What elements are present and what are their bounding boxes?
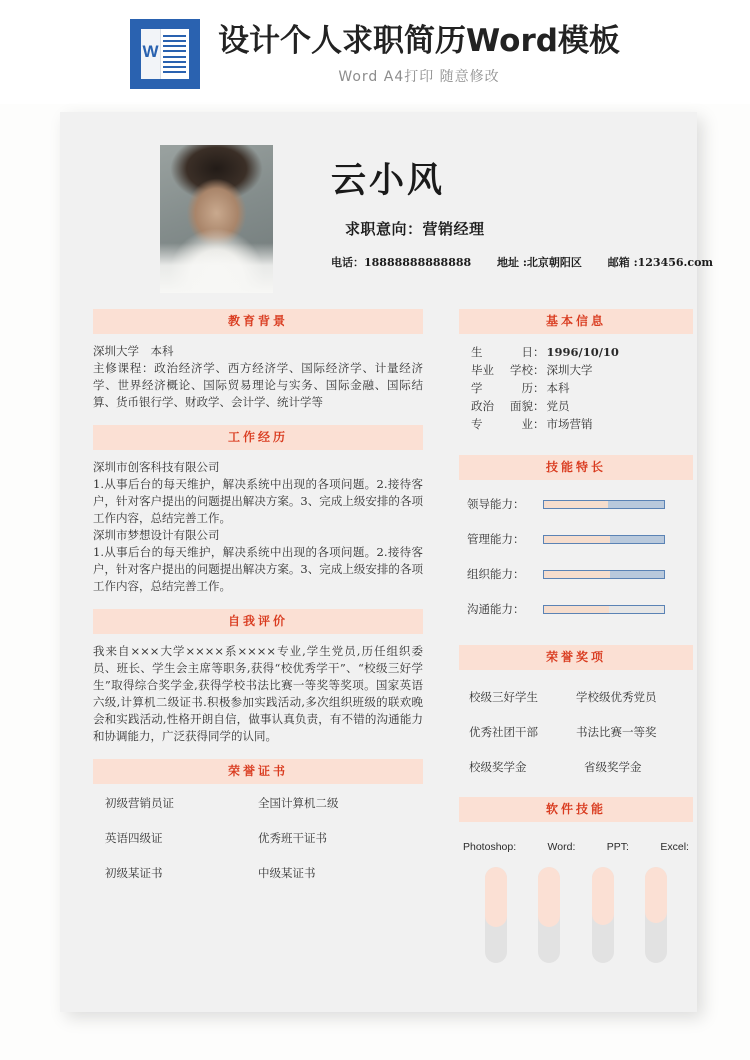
honor-name: 校级三好学生 — [469, 690, 538, 704]
certificate-name: 初级营销员证 — [105, 796, 174, 810]
info-value: 1996/10/10 — [546, 345, 619, 359]
skill-label: 沟通能力： — [467, 602, 525, 616]
software-bars — [459, 853, 693, 963]
work-company: 深圳市创客科技有限公司 — [93, 460, 220, 474]
self-evaluation-body — [93, 643, 423, 745]
section-title-work: 工作经历 — [93, 425, 423, 450]
identity-details — [273, 145, 713, 293]
word-logo-letter: W — [142, 42, 159, 61]
section-education — [93, 309, 423, 411]
section-title-certificates: 荣誉证书 — [93, 759, 423, 784]
software-progress-fill — [485, 867, 507, 927]
certificate-name: 初级某证书 — [105, 866, 163, 880]
list-item — [93, 795, 423, 811]
contact-line — [331, 254, 713, 270]
info-colon: ： — [533, 363, 545, 377]
certificate-name: 全国计算机二级 — [258, 796, 339, 810]
list-item — [459, 724, 693, 740]
software-progress-fill — [538, 867, 560, 927]
software-progress-bar — [592, 867, 614, 963]
info-value: 市场营销 — [546, 417, 593, 431]
software-progress-bar — [645, 867, 667, 963]
banner-text — [218, 19, 620, 86]
info-row — [459, 379, 693, 397]
page-banner — [0, 0, 750, 104]
certificate-name: 中级某证书 — [258, 866, 316, 880]
info-label-b: 学校 — [510, 363, 533, 377]
education-school: 深圳大学 本科 — [93, 344, 174, 358]
honors-list — [459, 687, 693, 775]
info-colon: ： — [533, 417, 545, 431]
info-colon: ： — [533, 381, 545, 395]
certificate-name: 英语四级证 — [105, 831, 163, 845]
honor-name: 优秀社团干部 — [469, 725, 538, 739]
info-label-a: 毕业 — [471, 363, 494, 377]
resume-card — [60, 112, 714, 1012]
software-progress-bar — [538, 867, 560, 963]
contact-address: 地址 :北京朝阳区 — [497, 256, 582, 269]
self-evaluation-text: 我来自×××大学××××系××××专业,学生党员,历任组织委员、班长、学生会主席等职务,获得“校优秀学干”、“校级三好学生”取得综合奖学金,获得学校书法比赛一等奖等奖项。国家英语六级,计算机二级证书.积极参加实践活动,多次组织班级的联欢晚会和实践活动,性格开朗自信，做事认真负责，有不错的沟通能力和协调能力，广泛获得同学的认同。 — [93, 644, 423, 743]
candidate-name: 云小风 — [331, 161, 446, 201]
work-body — [93, 459, 423, 595]
skill-row — [459, 496, 693, 512]
info-colon: ： — [533, 399, 545, 413]
list-item — [459, 689, 693, 705]
avatar — [160, 145, 273, 293]
work-detail: 1.从事后台的每天维护，解决系统中出现的各项问题。2.接待客户，针对客户提出的问题提出解决方案。3、完成上级安排的各项工作内容，总结完善工作。 — [93, 477, 423, 525]
contact-phone: 电话：18888888888888 — [331, 256, 472, 269]
section-title-software: 软件技能 — [459, 797, 693, 822]
skill-progress-rest — [610, 536, 664, 543]
section-title-skills: 技能特长 — [459, 455, 693, 480]
section-work — [93, 425, 423, 595]
info-label-a: 学 — [471, 381, 483, 395]
info-value: 深圳大学 — [546, 363, 593, 377]
skill-row — [459, 531, 693, 547]
section-certificates — [93, 759, 423, 881]
skill-row — [459, 566, 693, 582]
software-label: Excel: — [660, 841, 689, 853]
skill-progress-bar — [543, 570, 665, 579]
identity-block — [60, 112, 714, 293]
section-basic-info — [459, 309, 693, 433]
info-row — [459, 397, 693, 415]
certificates-list — [93, 793, 423, 881]
skill-progress-rest — [610, 571, 664, 578]
skill-row — [459, 601, 693, 617]
skill-progress-bar — [543, 500, 665, 509]
skill-label: 管理能力： — [467, 532, 525, 546]
contact-email: 邮箱 :123456.com — [607, 256, 714, 269]
skill-progress-fill — [544, 536, 610, 543]
software-progress-fill — [645, 867, 667, 923]
info-label-b: 业 — [521, 417, 533, 431]
list-item — [93, 830, 423, 846]
section-skills — [459, 455, 693, 617]
info-label — [471, 415, 533, 433]
section-title-honors: 荣誉奖项 — [459, 645, 693, 670]
info-row — [459, 361, 693, 379]
honor-name: 学校级优秀党员 — [576, 690, 657, 704]
info-colon: ： — [533, 345, 545, 359]
skill-progress-bar — [543, 535, 665, 544]
page-subtitle: Word A4打印 随意修改 — [338, 69, 500, 85]
info-row — [459, 343, 693, 361]
work-company: 深圳市梦想设计有限公司 — [93, 528, 220, 542]
skill-label: 组织能力： — [467, 567, 525, 581]
info-label-a: 生 — [471, 345, 483, 359]
info-value: 党员 — [546, 399, 570, 413]
section-software — [459, 797, 693, 963]
skill-progress-fill — [544, 501, 608, 508]
info-label — [471, 397, 533, 415]
section-title-education: 教育背景 — [93, 309, 423, 334]
info-label-b: 面貌 — [510, 399, 533, 413]
right-column — [459, 309, 693, 977]
software-label: Word: — [547, 841, 576, 853]
left-column — [93, 309, 423, 977]
certificate-name: 优秀班干证书 — [258, 831, 327, 845]
education-courses: 主修课程：政治经济学、西方经济学、国际经济学、计量经济学、世界经济概论、国际贸易理论与实务、国际金融、国际结算、货币银行学、财政学、会计学、统计学等 — [93, 361, 423, 409]
section-honors — [459, 645, 693, 775]
honor-name: 校级奖学金 — [469, 760, 527, 774]
info-label — [471, 361, 533, 379]
skill-progress-fill — [544, 571, 610, 578]
section-title-self-evaluation: 自我评价 — [93, 609, 423, 634]
honor-name: 书法比赛一等奖 — [576, 725, 657, 739]
skills-list — [459, 496, 693, 617]
section-title-basic-info: 基本信息 — [459, 309, 693, 334]
word-logo-icon — [130, 19, 200, 89]
skill-progress-fill — [544, 606, 609, 613]
page-title: 设计个人求职简历Word模板 — [218, 23, 620, 59]
info-label-a: 专 — [471, 417, 483, 431]
software-label: PPT: — [606, 841, 629, 853]
skill-progress-bar — [543, 605, 665, 614]
banner-inner — [130, 0, 620, 89]
list-item — [459, 759, 693, 775]
software-labels — [459, 831, 693, 853]
honor-name: 省级奖学金 — [584, 760, 642, 774]
info-label-b: 日 — [521, 345, 533, 359]
info-label — [471, 343, 533, 361]
job-objective: 求职意向：营销经理 — [345, 220, 485, 238]
software-progress-bar — [485, 867, 507, 963]
info-label-a: 政治 — [471, 399, 494, 413]
info-label — [471, 379, 533, 397]
resume-columns — [60, 293, 697, 977]
info-label-b: 历 — [521, 381, 533, 395]
list-item — [93, 865, 423, 881]
skill-label: 领导能力： — [467, 497, 525, 511]
section-self-evaluation — [93, 609, 423, 745]
education-body — [93, 343, 423, 411]
software-label: Photoshop: — [463, 841, 517, 853]
info-value: 本科 — [546, 381, 570, 395]
basic-info-list — [459, 343, 693, 433]
work-detail: 1.从事后台的每天维护，解决系统中出现的各项问题。2.接待客户，针对客户提出的问题提出解决方案。3、完成上级安排的各项工作内容，总结完善工作。 — [93, 545, 423, 593]
info-row — [459, 415, 693, 433]
software-progress-fill — [592, 867, 614, 925]
skill-progress-rest — [608, 501, 664, 508]
word-logo-lines — [163, 35, 186, 73]
skill-progress-rest — [609, 606, 664, 613]
